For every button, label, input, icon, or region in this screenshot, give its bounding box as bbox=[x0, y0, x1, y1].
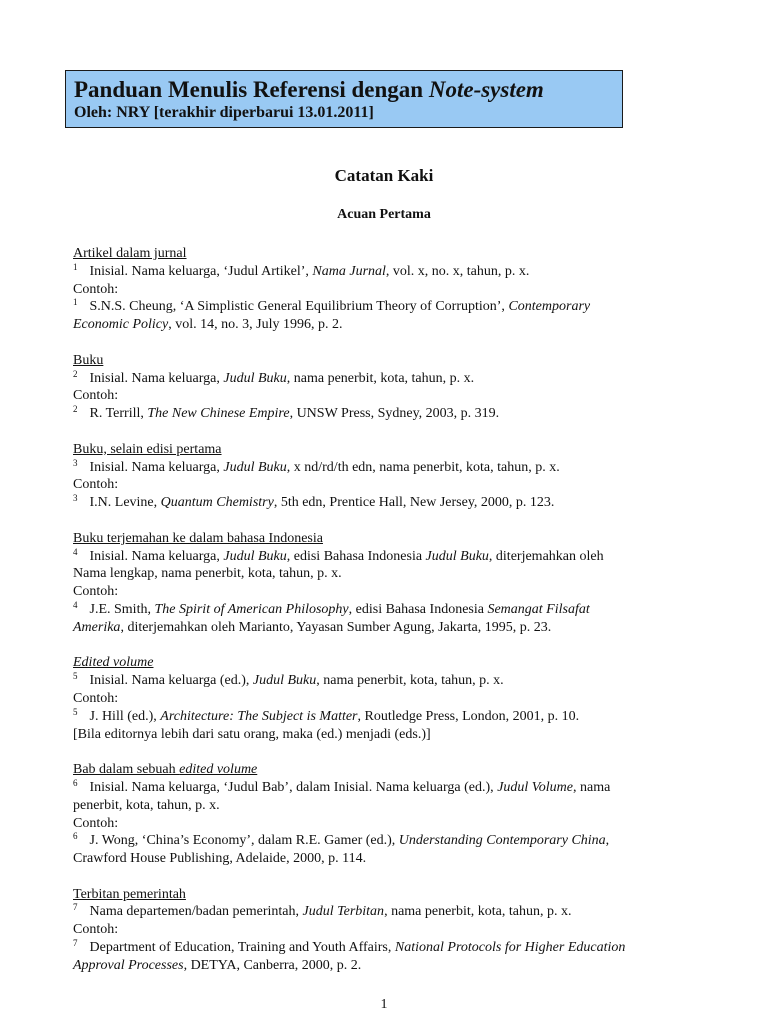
text: , nama penerbit, kota, tahun, p. x. bbox=[286, 370, 475, 386]
italic-text: edited volume bbox=[179, 762, 258, 778]
example-line-2 bbox=[73, 957, 698, 975]
footnote-number: 7 bbox=[73, 902, 78, 913]
text: J. Wong, ‘China’s Economy’, dalam R.E. Gamer (ed.), bbox=[89, 833, 399, 849]
text: Department of Education, Training and Youth Affairs, bbox=[89, 940, 395, 956]
italic-text: Judul Buku bbox=[252, 673, 317, 689]
italic-text: Economic Policy bbox=[73, 317, 169, 333]
heading-acuan-pertama: Acuan Pertama bbox=[337, 207, 431, 222]
heading-catatan-kaki: Catatan Kaki bbox=[334, 166, 434, 185]
format-line bbox=[73, 263, 698, 281]
footnote-number: 3 bbox=[73, 457, 78, 468]
footnote-number: 2 bbox=[73, 368, 78, 379]
example-line-2 bbox=[73, 619, 698, 637]
italic-text: Edited volume bbox=[73, 655, 154, 671]
text: Inisial. Nama keluarga, ‘Judul Bab’, dalam Inisial. Nama keluarga (ed.), bbox=[89, 779, 498, 795]
format-line bbox=[73, 459, 698, 477]
section-heading bbox=[73, 654, 698, 672]
text: , diterjemahkan oleh Marianto, Yayasan Sumber Agung, Jakarta, 1995, p. 23. bbox=[120, 619, 552, 635]
italic-text: National Protocols for Higher Education bbox=[394, 940, 626, 956]
section-heading bbox=[73, 761, 698, 779]
format-line bbox=[73, 548, 698, 566]
text: , nama penerbit, kota, tahun, p. x. bbox=[384, 904, 572, 920]
section-buku-terjemahan bbox=[73, 530, 698, 637]
text: Nama departemen/badan pemerintah, bbox=[89, 904, 303, 920]
text: Inisial. Nama keluarga, bbox=[89, 370, 224, 386]
footnote-number: 7 bbox=[73, 938, 78, 949]
document-body bbox=[73, 245, 698, 992]
text: R. Terrill, bbox=[89, 406, 148, 422]
text: , edisi Bahasa Indonesia bbox=[286, 548, 426, 564]
text: J. Hill (ed.), bbox=[89, 708, 161, 724]
example-line-2 bbox=[73, 316, 698, 334]
example-label: Contoh: bbox=[73, 584, 119, 600]
section-bab-edited-volume bbox=[73, 761, 698, 868]
italic-text: Contemporary bbox=[508, 299, 591, 315]
format-line bbox=[73, 779, 698, 797]
document-subtitle: Oleh: NRY [terakhir diperbarui 13.01.2011] bbox=[74, 104, 374, 121]
text: , nama penerbit, kota, tahun, p. x. bbox=[316, 673, 504, 689]
text: , diterjemahkan oleh bbox=[488, 548, 604, 564]
italic-text: Judul Buku bbox=[425, 548, 489, 564]
format-line bbox=[73, 903, 698, 921]
italic-text: Judul Volume bbox=[497, 779, 574, 795]
format-line bbox=[73, 672, 698, 690]
italic-text: Understanding Contemporary China bbox=[398, 833, 606, 849]
italic-text: Semangat Filsafat bbox=[487, 601, 590, 617]
text: , nama bbox=[573, 779, 611, 795]
example-line bbox=[73, 494, 698, 512]
italic-text: The New Chinese Empire bbox=[147, 406, 290, 422]
editor-note: [Bila editornya lebih dari satu orang, maka (ed.) menjadi (eds.)] bbox=[73, 726, 431, 742]
text: , UNSW Press, Sydney, 2003, p. 319. bbox=[289, 406, 500, 422]
page-number: 1 bbox=[380, 997, 388, 1012]
example-line bbox=[73, 832, 698, 850]
italic-text: Judul Terbitan bbox=[302, 904, 385, 920]
text: S.N.S. Cheung, ‘A Simplistic General Equilibrium Theory of Corruption’, bbox=[89, 299, 509, 315]
title-box bbox=[65, 70, 623, 128]
text: , x nd/rd/th edn, nama penerbit, kota, tahun, p. x. bbox=[286, 459, 560, 475]
italic-text: Architecture: The Subject is Matter bbox=[160, 708, 358, 724]
section-terbitan-pemerintah bbox=[73, 886, 698, 975]
text: , Routledge Press, London, 2001, p. 10. bbox=[357, 708, 580, 724]
example-line bbox=[73, 298, 698, 316]
example-label: Contoh: bbox=[73, 388, 119, 404]
text: Inisial. Nama keluarga (ed.), bbox=[89, 673, 253, 689]
text: , vol. 14, no. 3, July 1996, p. 2. bbox=[168, 317, 343, 333]
text: J.E. Smith, bbox=[89, 601, 155, 617]
text: , vol. x, no. x, tahun, p. x. bbox=[385, 263, 530, 279]
example-label: Contoh: bbox=[73, 690, 119, 706]
text: I.N. Levine, bbox=[89, 495, 161, 511]
text: Bab dalam sebuah bbox=[73, 762, 180, 778]
italic-text: Judul Buku bbox=[223, 459, 287, 475]
title-italic-text: Note-system bbox=[428, 77, 544, 102]
section-artikel-jurnal bbox=[73, 245, 698, 334]
section-buku bbox=[73, 352, 698, 423]
example-label: Contoh: bbox=[73, 477, 119, 493]
italic-text: Amerika bbox=[73, 619, 121, 635]
section-heading: Artikel dalam jurnal bbox=[73, 246, 187, 261]
footnote-number: 4 bbox=[73, 599, 78, 610]
text: Inisial. Nama keluarga, bbox=[89, 548, 224, 564]
footnote-number: 6 bbox=[73, 831, 78, 842]
footnote-number: 3 bbox=[73, 493, 78, 504]
format-line-2: Nama lengkap, nama penerbit, kota, tahun, p. x. bbox=[73, 566, 342, 582]
italic-text: Nama Jurnal bbox=[312, 263, 386, 279]
italic-text: Judul Buku bbox=[223, 548, 287, 564]
italic-text: Approval Processes bbox=[73, 957, 184, 973]
footnote-number: 5 bbox=[73, 671, 78, 682]
italic-text: Quantum Chemistry bbox=[160, 495, 274, 511]
text: , edisi Bahasa Indonesia bbox=[348, 601, 488, 617]
document-title bbox=[74, 77, 622, 103]
section-buku-edisi bbox=[73, 441, 698, 512]
text: , 5th edn, Prentice Hall, New Jersey, 2000, p. 123. bbox=[273, 495, 555, 511]
example-label: Contoh: bbox=[73, 281, 119, 297]
footnote-number: 5 bbox=[73, 706, 78, 717]
footnote-number: 1 bbox=[73, 297, 78, 308]
example-line bbox=[73, 708, 698, 726]
example-line-2: Crawford House Publishing, Adelaide, 2000, p. 114. bbox=[73, 851, 367, 867]
example-label: Contoh: bbox=[73, 815, 119, 831]
example-line bbox=[73, 405, 698, 423]
section-heading: Buku, selain edisi pertama bbox=[73, 441, 222, 457]
footnote-number: 6 bbox=[73, 777, 78, 788]
text: Inisial. Nama keluarga, bbox=[89, 459, 224, 475]
example-line bbox=[73, 939, 698, 957]
format-line bbox=[73, 370, 698, 388]
title-text: Panduan Menulis Referensi dengan bbox=[74, 77, 429, 102]
section-heading: Buku terjemahan ke dalam bahasa Indonesia bbox=[73, 530, 323, 546]
format-line-2: penerbit, kota, tahun, p. x. bbox=[73, 797, 220, 813]
text: Inisial. Nama keluarga, ‘Judul Artikel’, bbox=[89, 263, 313, 279]
section-edited-volume bbox=[73, 654, 698, 743]
italic-text: The Spirit of American Philosophy bbox=[154, 601, 349, 617]
italic-text: Judul Buku bbox=[223, 370, 287, 386]
example-line bbox=[73, 601, 698, 619]
example-label: Contoh: bbox=[73, 922, 119, 938]
section-heading: Buku bbox=[73, 352, 104, 368]
section-heading: Terbitan pemerintah bbox=[73, 886, 186, 902]
footnote-number: 4 bbox=[73, 546, 78, 557]
footnote-number: 2 bbox=[73, 404, 78, 415]
footnote-number: 1 bbox=[73, 261, 78, 272]
text: , bbox=[605, 833, 610, 849]
text: , DETYA, Canberra, 2000, p. 2. bbox=[183, 957, 362, 973]
